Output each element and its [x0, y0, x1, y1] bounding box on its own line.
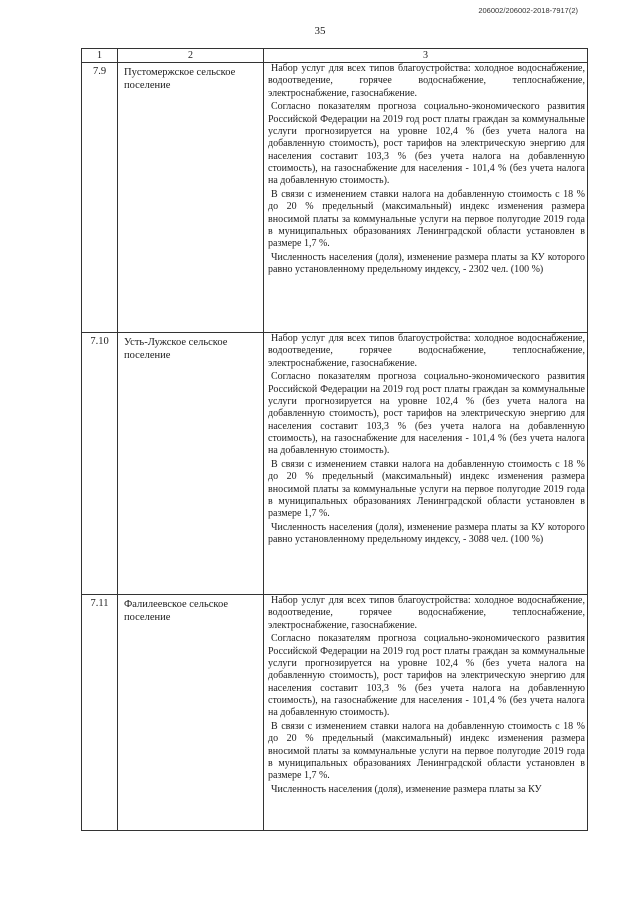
- column-header: 2: [118, 49, 264, 63]
- row-description: [264, 595, 588, 831]
- services-paragraph: Набор услуг для всех типов благоустройства: холодное водоснабжение, водоотведение, горячее водоснабжение, теплоснабжение, электроснабжение, газоснабжение.: [268, 63, 585, 99]
- forecast-paragraph: Согласно показателям прогноза социально-экономического развития Российской Федерации на 2019 год рост платы граждан за коммунальные услуги прогнозируется на уровне 102,4 % (без учета налога на добавленную стоимость), рост тарифов на электрическую энергию для населения составит 103,3 % (без учета налога на добавленную стоимость), на газоснабжение для населения - 101,4 % (без учета налога на добавленную стоимость).: [268, 633, 585, 719]
- population-paragraph: Численность населения (доля), изменение размера платы за КУ которого равно установленному предельному индексу, - 2302 чел. (100 %): [268, 251, 585, 276]
- column-header: 3: [264, 49, 588, 63]
- vat-paragraph: В связи с изменением ставки налога на добавленную стоимость с 18 % до 20 % предельный (максимальный) индекс изменения размера вносимой платы за коммунальные услуги на первое полугодие 2019 года в муниципальных образованиях Ленинградской области установлен в размере 1,7 %.: [268, 720, 585, 782]
- forecast-paragraph: Согласно показателям прогноза социально-экономического развития Российской Федерации на 2019 год рост платы граждан за коммунальные услуги прогнозируется на уровне 102,4 % (без учета налога на добавленную стоимость), рост тарифов на электрическую энергию для населения составит 103,3 % (без учета налога на добавленную стоимость), на газоснабжение для населения - 101,4 % (без учета налога на добавленную стоимость).: [268, 371, 585, 457]
- forecast-paragraph: Согласно показателям прогноза социально-экономического развития Российской Федерации на 2019 год рост платы граждан за коммунальные услуги прогнозируется на уровне 102,4 % (без учета налога на добавленную стоимость), рост тарифов на электрическую энергию для населения составит 103,3 % (без учета налога на добавленную стоимость), на газоснабжение для населения - 101,4 % (без учета налога на добавленную стоимость).: [268, 101, 585, 187]
- settlement-name: Фалилеевское сельское поселение: [118, 595, 264, 831]
- population-paragraph: Численность населения (доля), изменение размера платы за КУ которого равно установленному предельному индексу, - 3088 чел. (100 %): [268, 521, 585, 546]
- page-number: 35: [314, 25, 326, 37]
- settlement-name: Усть-Лужское сельское поселение: [118, 333, 264, 595]
- vat-paragraph: В связи с изменением ставки налога на добавленную стоимость с 18 % до 20 % предельный (максимальный) индекс изменения размера вносимой платы за коммунальные услуги на первое полугодие 2019 года в муниципальных образованиях Ленинградской области установлен в размере 1,7 %.: [268, 458, 585, 520]
- row-number: 7.10: [82, 333, 118, 595]
- row-description: [264, 63, 588, 333]
- settlement-name: Пустомержское сельское поселение: [118, 63, 264, 333]
- tariff-table: [81, 48, 588, 831]
- column-header: 1: [82, 49, 118, 63]
- table-row: [82, 63, 588, 333]
- table-row: [82, 595, 588, 831]
- document-id: 206002/206002-2018-7917(2): [478, 6, 578, 15]
- table-header-row: [82, 49, 588, 63]
- services-paragraph: Набор услуг для всех типов благоустройства: холодное водоснабжение, водоотведение, горячее водоснабжение, теплоснабжение, электроснабжение, газоснабжение.: [268, 333, 585, 369]
- vat-paragraph: В связи с изменением ставки налога на добавленную стоимость с 18 % до 20 % предельный (максимальный) индекс изменения размера вносимой платы за коммунальные услуги на первое полугодие 2019 года в муниципальных образованиях Ленинградской области установлен в размере 1,7 %.: [268, 188, 585, 250]
- row-number: 7.11: [82, 595, 118, 831]
- services-paragraph: Набор услуг для всех типов благоустройства: холодное водоснабжение, водоотведение, горячее водоснабжение, теплоснабжение, электроснабжение, газоснабжение.: [268, 595, 585, 631]
- row-description: [264, 333, 588, 595]
- table-row: [82, 333, 588, 595]
- row-number: 7.9: [82, 63, 118, 333]
- population-paragraph: Численность населения (доля), изменение размера платы за КУ: [271, 783, 542, 795]
